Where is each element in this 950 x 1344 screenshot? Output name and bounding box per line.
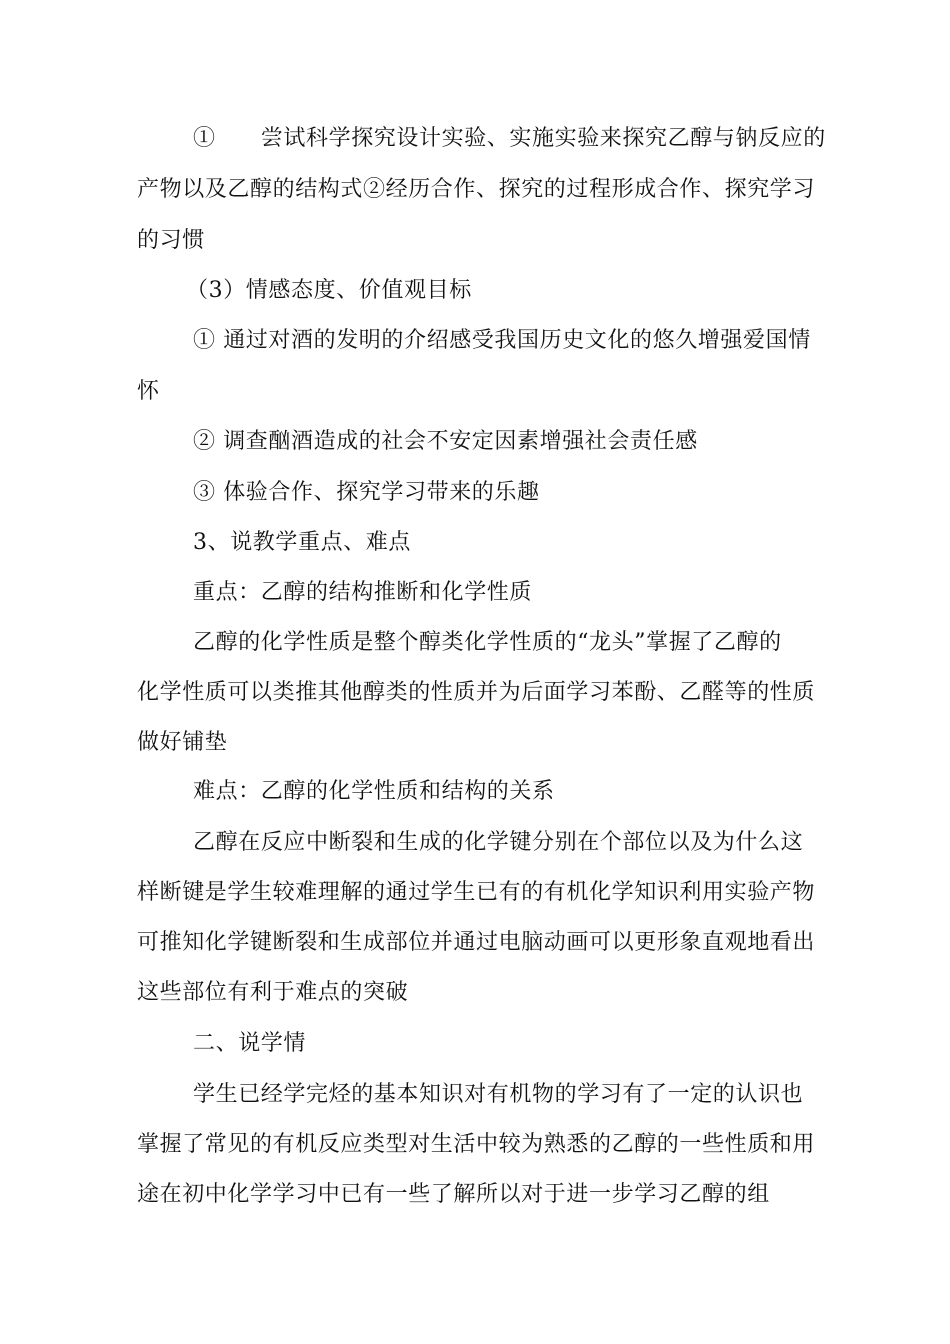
paragraph-line: 途在初中化学学习中已有一些了解所以对于进一步学习乙醇的组 [137,1182,770,1207]
paragraph-line: 乙醇在反应中断裂和生成的化学键分别在个部位以及为什么这 [193,830,804,855]
paragraph-line: 学生已经学完烃的基本知识对有机物的学习有了一定的认识也 [193,1082,804,1107]
section-heading: 3、说教学重点、难点 [193,530,411,555]
paragraph-line: 产物以及乙醇的结构式②经历合作、探究的过程形成合作、探究学习 [137,177,816,202]
paragraph-line: 化学性质可以类推其他醇类的性质并为后面学习苯酚、乙醛等的性质 [137,680,816,705]
paragraph-line: 怀 [137,379,160,404]
paragraph-line: 可推知化学键断裂和生成部位并通过电脑动画可以更形象直观地看出 [137,930,816,955]
paragraph-line: ① 通过对酒的发明的介绍感受我国历史文化的悠久增强爱国情 [193,328,811,353]
paragraph-line: 难点：乙醇的化学性质和结构的关系 [193,779,555,804]
paragraph-line: 的习惯 [137,228,205,253]
section-heading: （3）情感态度、价值观目标 [186,278,472,303]
paragraph-line: ② 调查酗酒造成的社会不安定因素增强社会责任感 [193,429,698,454]
paragraph-line: 重点：乙醇的结构推断和化学性质 [193,580,533,605]
paragraph-line: 这些部位有利于难点的突破 [137,980,409,1005]
paragraph-line: 掌握了常见的有机反应类型对生活中较为熟悉的乙醇的一些性质和用 [137,1132,816,1157]
paragraph-line: 样断键是学生较难理解的通过学生已有的有机化学知识利用实验产物 [137,880,816,905]
paragraph-line: ① 尝试科学探究设计实验、实施实验来探究乙醇与钠反应的 [193,126,826,151]
paragraph-line: 做好铺垫 [137,730,228,755]
section-heading: 二、说学情 [193,1031,307,1056]
paragraph-line: ③ 体验合作、探究学习带来的乐趣 [193,480,540,505]
paragraph-line: 乙醇的化学性质是整个醇类化学性质的“龙头”掌握了乙醇的 [193,630,782,655]
